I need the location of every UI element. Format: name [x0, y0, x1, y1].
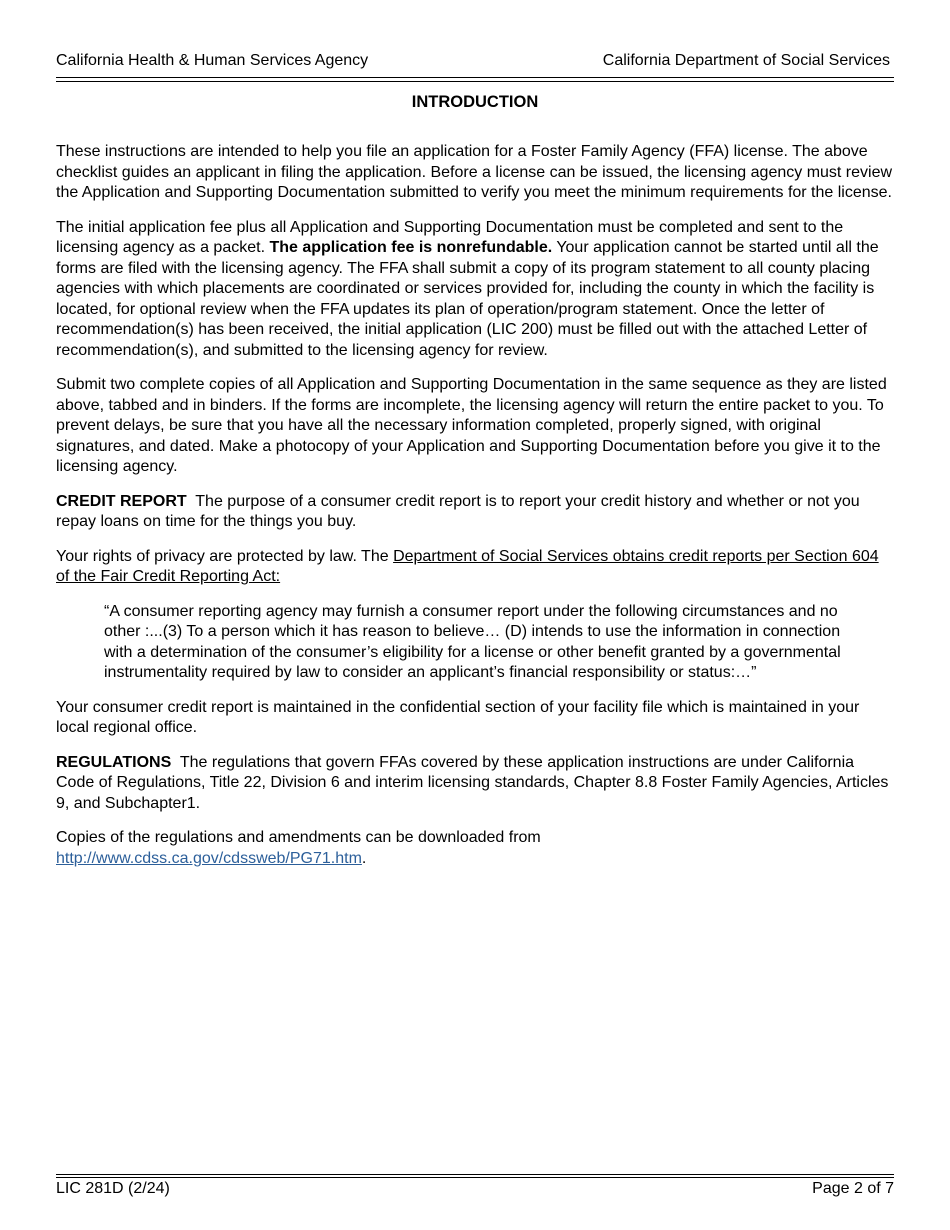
- footer-rule-bottom: [56, 1177, 894, 1178]
- confidential-paragraph: Your consumer credit report is maintained in the confidential section of your facility file which is maintained in your local regional office.: [56, 698, 860, 736]
- footer-rule-top: [56, 1174, 894, 1175]
- fcra-quote: “A consumer reporting agency may furnish a consumer report under the following circumstances and no other :...(3) To a person which it has reason to believe… (D) intends to use the information in connection with a determination of the consumer’s eligibility for a license or other benefit granted by a governmental instrumentality required by law to consider an applicant’s financial responsibility or status:…”: [104, 602, 841, 681]
- page-title: INTRODUCTION: [411, 93, 539, 111]
- document-body: [56, 142, 896, 883]
- fee-paragraph: The initial application fee plus all Application and Supporting Documentation must be completed and sent to the licensing agency as a packet. The application fee is nonrefundable. Your application cannot be started until all the forms are filed with the licensing agency. The FFA shall submit a copy of its program statement to all county placing agencies with which placements are coordinated or services provided for, including the county in which the facility is located, for optional review when the FFA updates its plan of operation/program statement. Once the letter of recommendation(s) has been received, the initial application (LIC 200) must be filled out with the attached Letter of recommendation(s), and submitted to the licensing agency for review.: [56, 218, 879, 359]
- agency-name: California Health & Human Services Agency: [56, 52, 369, 69]
- credit-report-heading: CREDIT REPORT: [56, 492, 187, 510]
- intro-paragraph: These instructions are intended to help you file an application for a Foster Family Agency (FFA) license. The above checklist guides an applicant in filing the application. Before a license can be issued, the licensing agency must review the Application and Supporting Documentation submitted to verify you meet the minimum requirements for the license.: [56, 143, 893, 201]
- department-name: California Department of Social Services: [602, 52, 890, 69]
- header-rule-bottom: [56, 81, 894, 82]
- download-paragraph: Copies of the regulations and amendments can be downloaded from http://www.cdss.ca.gov/cdssweb/PG71.htm.: [56, 829, 541, 867]
- page-header: [56, 52, 894, 72]
- header-rule-top: [56, 77, 894, 78]
- regulations-heading: REGULATIONS: [56, 753, 172, 771]
- copies-paragraph: Submit two complete copies of all Application and Supporting Documentation in the same sequence as they are listed above, tabbed and in binders. If the forms are incomplete, the licensing agency will return the entire packet to you. To prevent delays, be sure that you have all the necessary information completed, properly signed, with original signatures, and dated. Make a photocopy of your Application and Supporting Documentation before you give it to the licensing agency.: [56, 376, 887, 475]
- nonrefundable-note: The application fee is nonrefundable.: [269, 239, 553, 256]
- privacy-paragraph: Your rights of privacy are protected by law. The Department of Social Services obtains credit reports per Section 604 of the Fair Credit Reporting Act:: [56, 547, 879, 585]
- privacy-underlined-text: Department of Social Services obtains credit reports per Section 604 of the Fair Credit Reporting Act:: [56, 547, 879, 585]
- page-number: Page 2 of 7: [812, 1180, 894, 1197]
- form-id: LIC 281D (2/24): [56, 1180, 170, 1197]
- regulations-link[interactable]: http://www.cdss.ca.gov/cdssweb/PG71.htm: [56, 849, 362, 867]
- credit-report-paragraph: CREDIT REPORT The purpose of a consumer credit report is to report your credit history and whether or not you repay loans on time for the things you buy.: [56, 492, 860, 530]
- regulations-paragraph: REGULATIONS The regulations that govern FFAs covered by these application instructions are under California Code of Regulations, Title 22, Division 6 and interim licensing standards, Chapter 8.8 Foster Family Agencies, Articles 9, and Subchapter1.: [56, 753, 889, 812]
